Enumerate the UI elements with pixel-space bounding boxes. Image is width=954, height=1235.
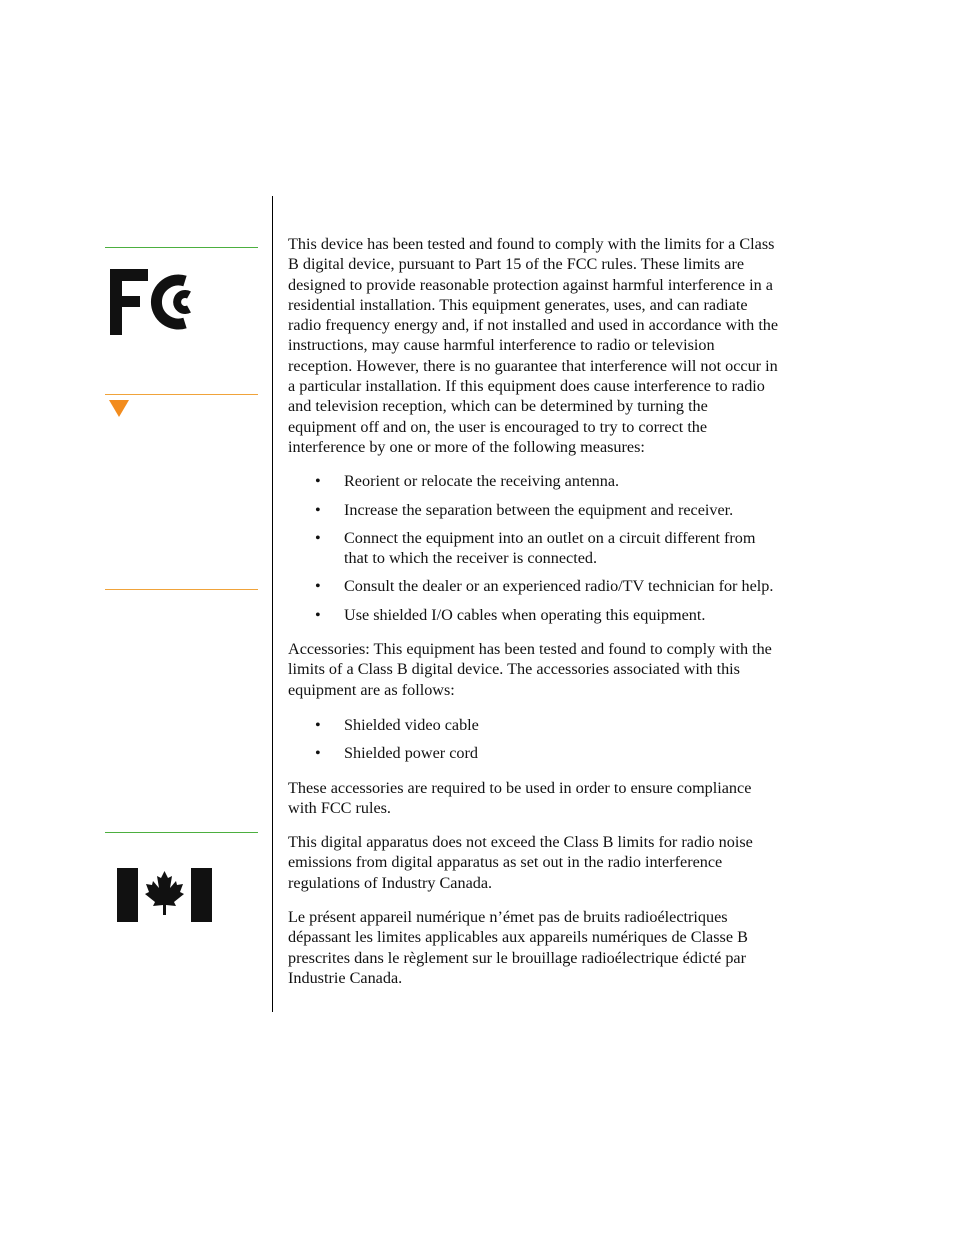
- column-divider: [272, 196, 273, 1012]
- list-item: • Shielded video cable: [288, 715, 780, 735]
- fcc-section-rule: [105, 247, 258, 248]
- accessories-required-paragraph: These accessories are required to be used in order to ensure compliance with FCC rules.: [288, 778, 752, 817]
- list-item: • Shielded power cord: [288, 743, 780, 763]
- industry-canada-paragraph-en: This digital apparatus does not exceed the Class B limits for radio noise emissions from digital apparatus as set out in the radio interference regulations of Industry Canada.: [288, 833, 753, 892]
- canada-flag-icon: [117, 868, 212, 922]
- industry-canada-paragraph-fr: Le présent appareil numérique n’émet pas de bruits radioélectriques dépassant les limites applicables aux appareils numériques de Classe B prescrites dans le règlement sur le brouillage radioélectrique édicté par Industrie Canada.: [288, 908, 748, 987]
- canada-section-rule: [105, 832, 258, 833]
- list-item: • Connect the equipment into an outlet on a circuit different from that to which the receiver is connected.: [288, 528, 780, 569]
- accessories-paragraph: Accessories: This equipment has been tested and found to comply with the limits of a Class B digital device. The accessories associated with this equipment are as follows:: [288, 640, 772, 699]
- list-item: • Consult the dealer or an experienced radio/TV technician for help.: [288, 576, 780, 596]
- caution-triangle-icon: [109, 400, 129, 417]
- fcc-compliance-paragraph: This device has been tested and found to comply with the limits for a Class B digital device, pursuant to Part 15 of the FCC rules. These limits are designed to provide reasonable protection against harmful interference in a residential installation. This equipment generates, uses, and can radiate radio frequency energy and, if not installed and used in accordance with the instructions, may cause harmful interference to radio or television reception. However, there is no guarantee that interference will not occur in a particular installation. If this equipment does cause interference to radio and television reception, which can be determined by turning the equipment off and on, the user is encouraged to try to correct the interference by one or more of the following measures:: [288, 235, 779, 456]
- list-item: • Increase the separation between the equipment and receiver.: [288, 500, 780, 520]
- list-item: • Reorient or relocate the receiving antenna.: [288, 471, 780, 491]
- compliance-text-column: [288, 234, 780, 988]
- interference-measures-list: [288, 471, 780, 625]
- list-item: • Use shielded I/O cables when operating this equipment.: [288, 605, 780, 625]
- fcc-logo-icon: [109, 267, 205, 337]
- accessories-list: [288, 715, 780, 764]
- caution-section-rule: [105, 394, 258, 395]
- accessories-section-rule: [105, 589, 258, 590]
